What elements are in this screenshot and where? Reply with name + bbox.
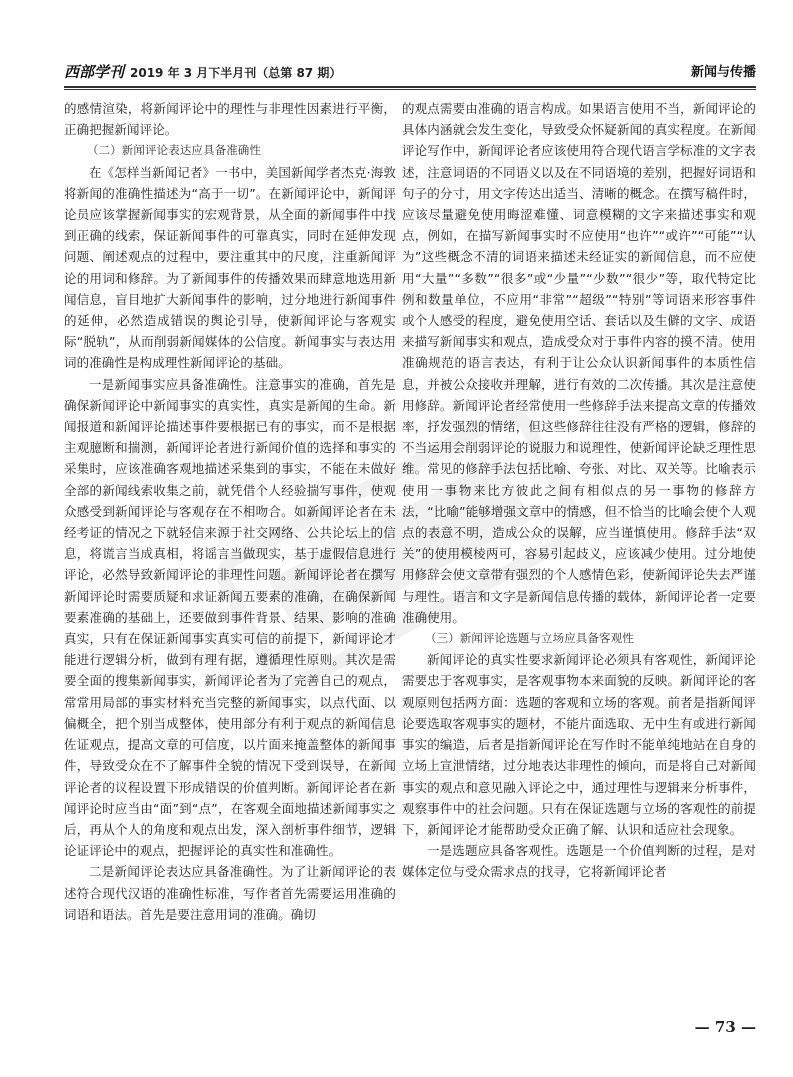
paragraph: 在《怎样当新闻记者》一书中，美国新闻学者杰克·海敦将新闻的准确性描述为“高于一切”。在新闻评论中，新闻评论员应该掌握新闻事实的宏观背景，从全面的新闻事件中找到正确的线索，保证新闻事件的可靠真实，同时在延伸发现问题、阐述观点的过程中，要注重其中的尺度，注重新闻评论的用词和修辞。为了新闻事件的传播效果而肆意地选用新闻信息，盲目地扩大新闻事件的影响，过分地进行新闻事件的延伸，必然造成错误的舆论引导，使新闻评论与客观实际“脱轨”，从而削弱新闻媒体的公信度。新闻事实与表达用词的准确性是构成理性新闻评论的基础。	[64, 164, 396, 371]
header-rule-thick	[64, 86, 756, 88]
page-number: — 73 —	[694, 1018, 756, 1036]
paragraph: 的感情渲染，将新闻评论中的理性与非理性因素进行平衡，正确把握新闻评论。	[64, 101, 396, 138]
section-subheading: （二）新闻评论表达应具备准确性	[87, 143, 261, 158]
paragraph: 的观点需要由准确的语言构成。如果语言使用不当，新闻评论的具体内涵就会发生变化，导致受众怀疑新闻的真实程度。在新闻评论写作中，新闻评论者应该使用符合现代语言学标准的文字表述，注意词语的不同语义以及在不同语境的差别，把握好词语和句子的分寸，用文字传达出适当、清晰的概念。在撰写稿件时，应该尽量避免使用晦涩难懂、词意模糊的文字来描述事实和观点，例如，在描写新闻事实时不应使用“也许”“或许”“可能”“认为”这些概念不清的词语来描述未经证实的新闻信息，而不应使用“大量”“多数”“很多”或“少量”“少数”“很少”等，取代特定比例和数量单位，不应用“非常”“超级”“特别”等词语来形容事件或个人感受的程度，避免使用空话、套话以及生僻的文字、成语来描写新闻事实和观点，造成受众对于事件内容的摸不清。使用准确规范的语言表达，有利于让公众认识新闻事件的本质性信息，并被公众接收并理解，进行有效的二次传播。其次是注意使用修辞。新闻评论者经常使用一些修辞手法来提高文章的传播效率，抒发强烈的情绪，但这些修辞往往没有严格的逻辑，修辞的不当运用会削弱评论的说服力和说理性，使新闻评论缺乏理性思维。常见的修辞手法包括比喻、夸张、对比、双关等。比喻表示使用一事物来比方彼此之间有相似点的另一事物的修辞方法，“比喻”能够增强文章中的情感，但不恰当的比喻会使个人观点的表意不明，造成公众的误解，应当谨慎使用。修辞手法“双关”的使用模棱两可，容易引起歧义，应该减少使用。过分地使用修辞会使文章带有强烈的个人感情色彩，使新闻评论失去严谨与理性。语言和文字是新闻信息传播的载体，新闻评论者一定要准确使用。	[402, 101, 756, 625]
paragraph: 一是新闻事实应具备准确性。注意事实的准确，首先是确保新闻评论中新闻事实的真实性，真实是新闻的生命。新闻报道和新闻评论描述事件要根据已有的事实，而不是根据主观臆断和揣测，新闻评论者进行新闻价值的选择和事实的采集时，应该准确客观地描述采集到的事实，不能在未做好全部的新闻线索收集之前，就凭借个人经验揣写事件，使观众感受到新闻评论与客观存在不相吻合。如新闻评论者在未经考证的情况之下就轻信来源于社交网络、公共论坛上的信息，将谎言当成真相，将谣言当做现实，基于虚假信息进行评论，必然导致新闻评论的非理性问题。新闻评论者在撰写新闻评论时需要质疑和求证新闻五要素的准确，在确保新闻要素准确的基础上，还要做到事件背景、结果、影响的准确真实，只有在保证新闻事实真实可信的前提下，新闻评论才能进行逻辑分析，做到有理有据，遵循理性原则。其次是需要全面的搜集新闻事实，新闻评论者为了完善自己的观点，常常用局部的事实材料充当完整的新闻事实，以点代面、以偏概全，把个别当成整体，使用部分有利于观点的新闻信息佐证观点，提高文章的可信度，以片面来掩盖整体的新闻事件，导致受众在不了解事件全貌的情况下受到误导，在新闻评论者的议程设置下形成错误的价值判断。新闻评论者在新闻评论时应当由“面”到“点”，在客观全面地描述新闻事实之后，再从个人的角度和观点出发，深入剖析事件细节，逻辑论证评论中的观点，把握评论的真实性和准确性。	[64, 376, 396, 859]
section-subheading: （三）新闻评论选题与立场应具备客观性	[425, 631, 634, 646]
journal-logo: 西部学刊	[64, 63, 125, 81]
header-rule-thin	[64, 89, 756, 90]
page-header	[64, 62, 756, 84]
paragraph: 一是选题应具备客观性。选题是一个价值判断的过程，是对媒体定位与受众需求点的找寻，它将新闻评论者	[402, 843, 756, 880]
left-column	[64, 98, 396, 925]
paragraph: 二是新闻评论表达应具备准确性。为了让新闻评论的表述符合现代汉语的准确性标准，写作者首先需要运用准确的词语和语法。首先是要注意用词的准确。确切	[64, 864, 396, 922]
issue-info: 2019 年 3 月下半月刊（总第 87 期）	[130, 66, 342, 80]
section-title: 新闻与传播	[690, 65, 756, 80]
paragraph: 新闻评论的真实性要求新闻评论必须具有客观性，新闻评论需要忠于客观事实，是客观事物本来面貌的反映。新闻评论的客观原则包括两方面：选题的客观和立场的客观。前者是指新闻评论要选取客观事实的题材，不能片面选取、无中生有或进行新闻事实的编造，后者是指新闻评论在写作时不能单纯地站在自身的立场上宣泄情绪，过分地表达非理性的倾向，而是将自己对新闻事实的观点和意见融入评论之中，通过理性与逻辑来分析事件，观察事件中的社会问题。只有在保证选题与立场的客观性的前提下，新闻评论才能帮助受众正确了解、认识和适应社会现象。	[402, 652, 756, 837]
right-column	[402, 98, 756, 883]
